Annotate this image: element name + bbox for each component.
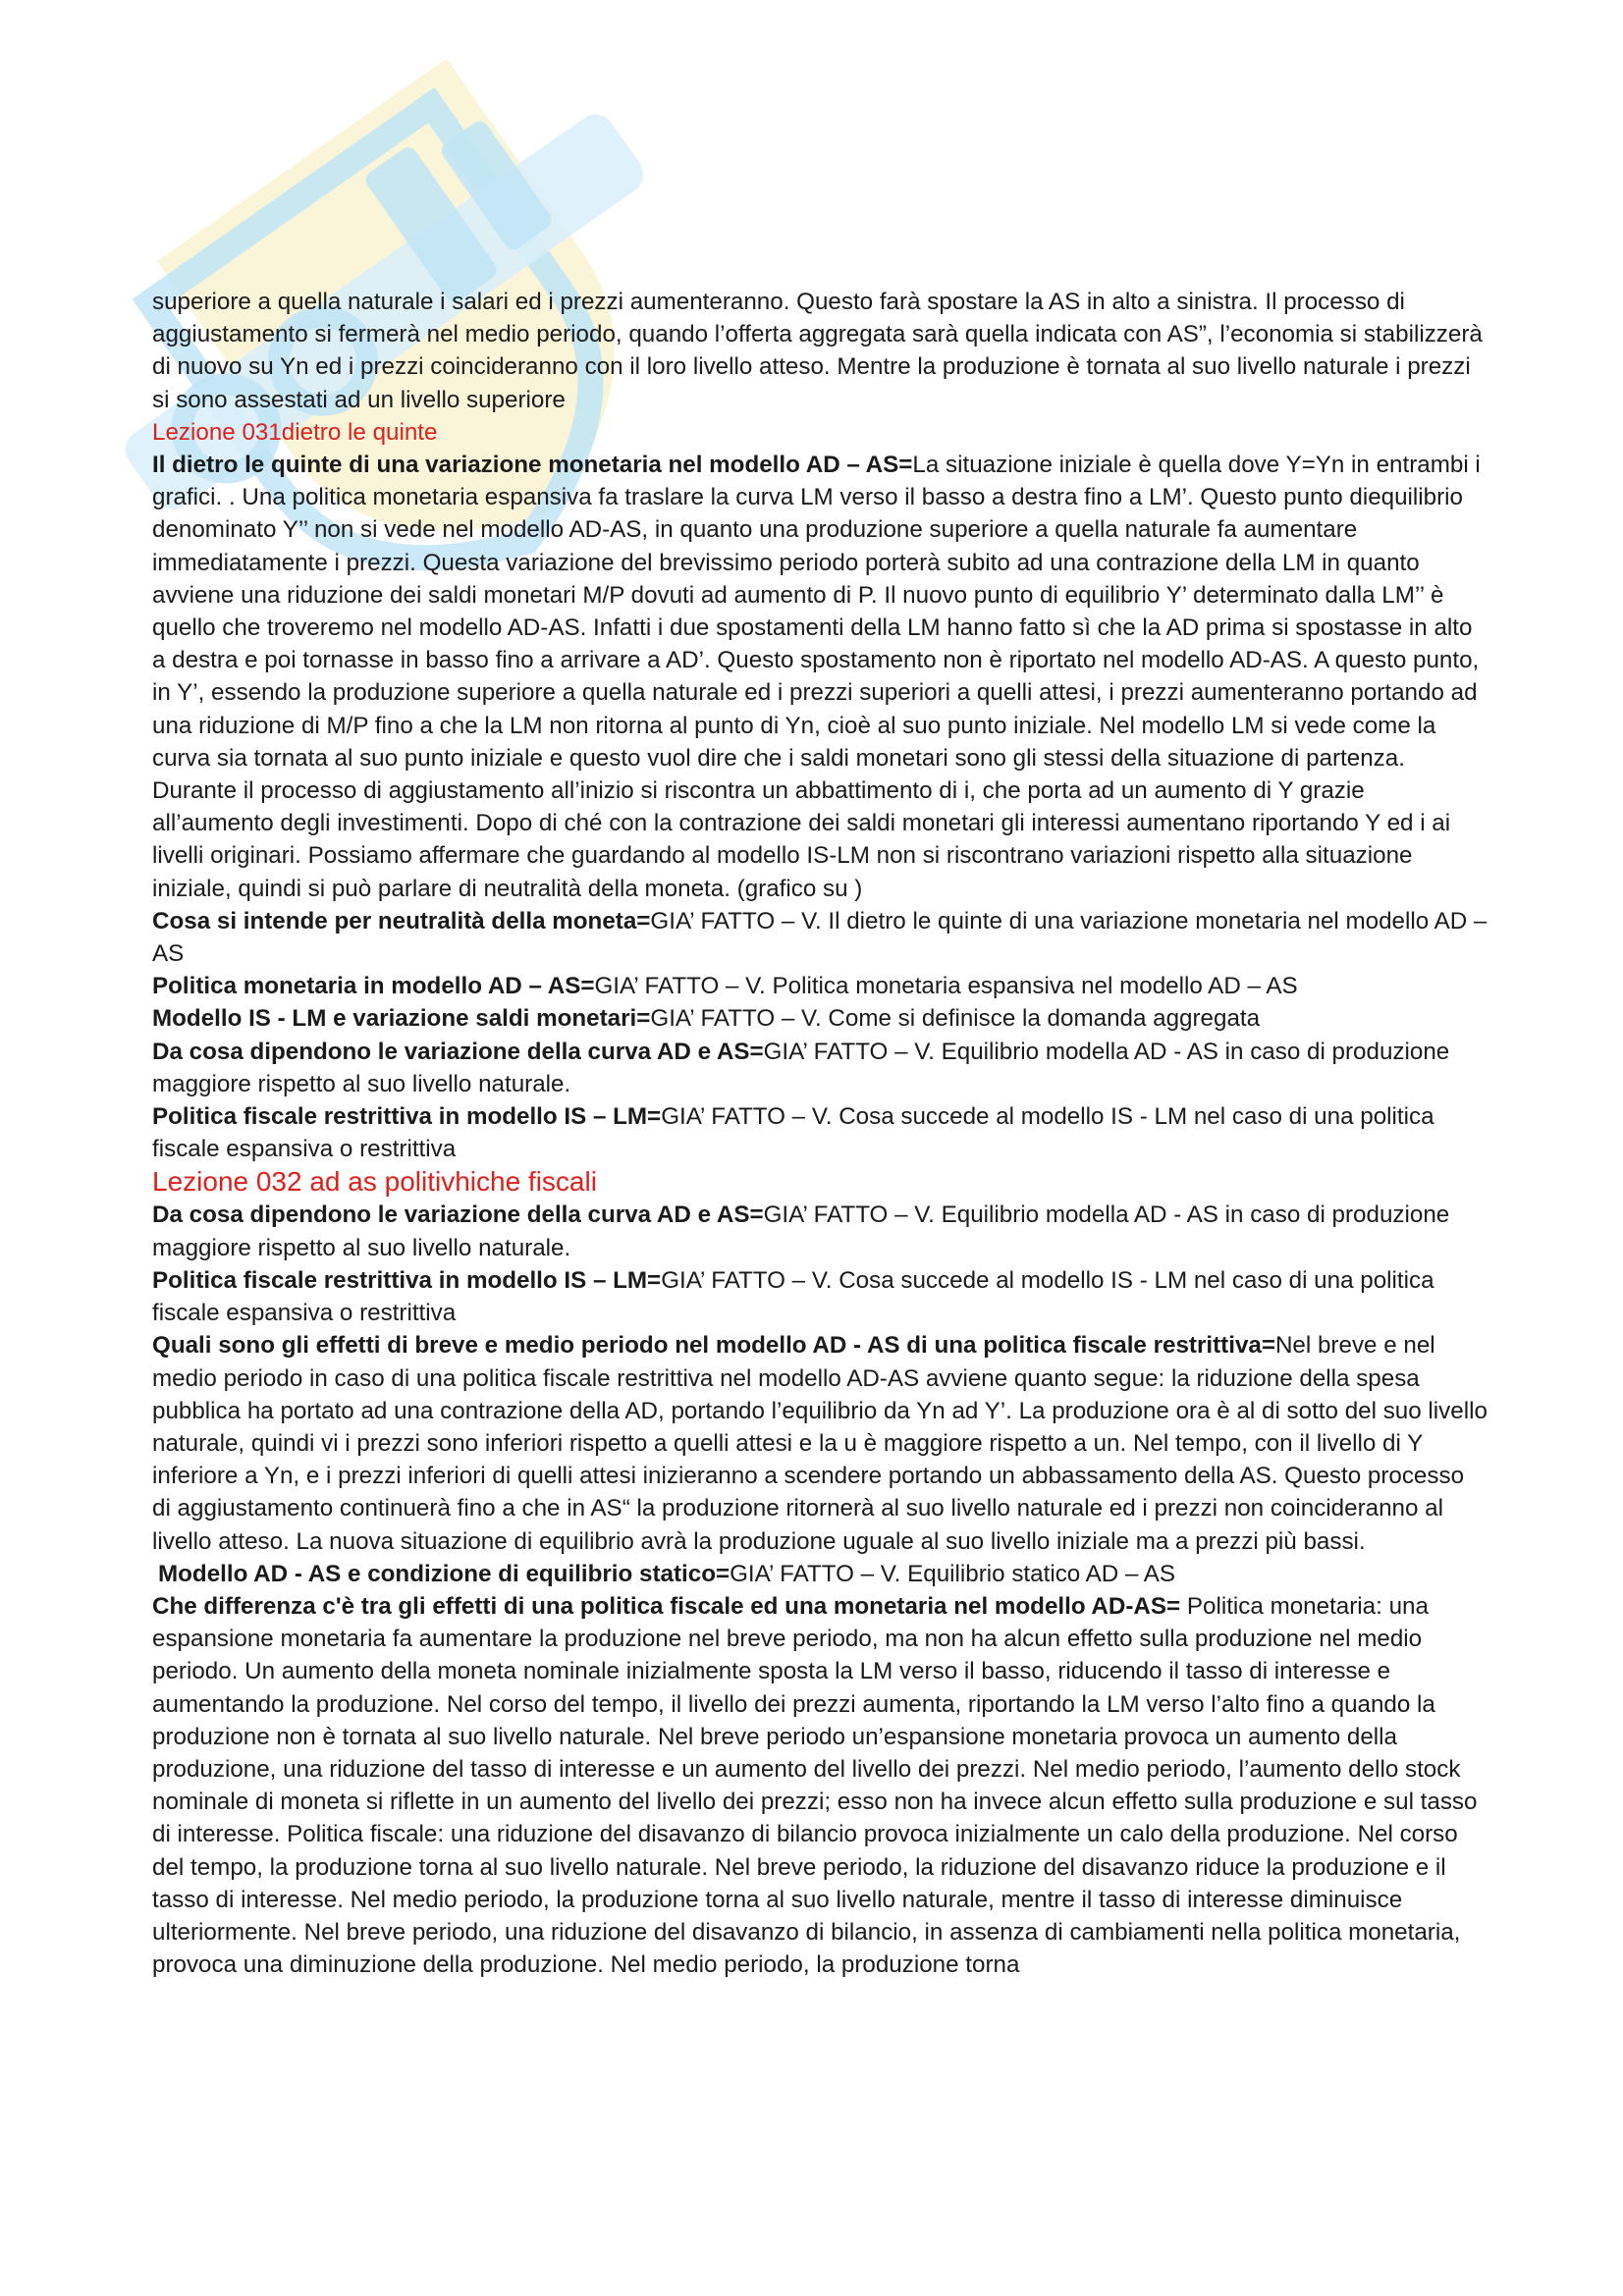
- qa-entry: [152, 1329, 1488, 1557]
- document-body: [152, 286, 1488, 1981]
- answer-text: GIA’ FATTO – V. Equilibrio statico AD – AS: [730, 1560, 1176, 1587]
- question-text: Modello AD - AS e condizione di equilibrio statico=: [158, 1560, 730, 1587]
- question-text: Politica fiscale restrittiva in modello IS – LM=: [152, 1103, 662, 1131]
- qa-entry: [152, 1199, 1488, 1263]
- question-text: Da cosa dipendono le variazione della curva AD e AS=: [152, 1201, 764, 1229]
- paragraph-intro: superiore a quella naturale i salari ed i prezzi aumenteranno. Questo farà spostare la AS in alto a sinistra. Il processo di aggiustamento si fermerà nel medio periodo, quando l’offerta aggregata sarà quella indicata con AS”, l’economia si stabilizzerà di nuovo su Yn ed i prezzi coincideranno con il loro livello atteso. Mentre la produzione è tornata al suo livello naturale i prezzi si sono assestati ad un livello superiore: [152, 289, 1483, 413]
- lesson-heading-032: Lezione 032 ad as politivhiche fiscali: [152, 1166, 597, 1198]
- question-text: Cosa si intende per neutralità della moneta=: [152, 907, 651, 934]
- question-text: Quali sono gli effetti di breve e medio periodo nel modello AD - AS di una politica fiscale restrittiva=: [152, 1332, 1275, 1360]
- question-text: Da cosa dipendono le variazione della curva AD e AS=: [152, 1038, 764, 1065]
- qa-entry: [152, 1002, 1488, 1035]
- question-text: Modello IS - LM e variazione saldi monetari=: [152, 1005, 651, 1033]
- lesson-heading-031: Lezione 031dietro le quinte: [152, 418, 438, 446]
- question-text: Politica monetaria in modello AD – AS=: [152, 973, 595, 1000]
- qa-entry: [152, 1590, 1488, 1981]
- qa-entry: [152, 449, 1488, 905]
- qa-entry: [152, 1558, 1488, 1590]
- answer-text: La situazione iniziale è quella dove Y=Yn in entrambi i grafici. . Una politica monetaria espansiva fa traslare la curva LM verso il basso a destra fino a LM’. Questo punto diequilibrio denominato Y’’ non si vede nel modello AD-AS, in quanto una produzione superiore a quella naturale fa aumentare immediatamente i prezzi. Questa variazione del brevissimo periodo porterà subito ad una contrazione della LM in quanto avviene una riduzione dei saldi monetari M/P dovuti ad aumento di P. Il nuovo punto di equilibrio Y’ determinato dalla LM’’ è quello che troveremo nel modello AD-AS. Infatti i due spostamenti della LM hanno fatto sì che la AD prima si spostasse in alto a destra e poi tornasse in basso fino a arrivare a AD’. Questo spostamento non è riportato nel modello AD-AS. A questo punto, in Y’, essendo la produzione superiore a quella naturale ed i prezzi superiori a quelli attesi, i prezzi aumenteranno portando ad una riduzione di M/P fino a che la LM non ritorna al punto di Yn, cioè al suo punto iniziale. Nel modello LM si vede come la curva sia tornata al suo punto iniziale e questo vuol dire che i saldi monetari sono gli stessi della situazione di partenza. Durante il processo di aggiustamento all’inizio si riscontra un abbattimento di i, che porta ad un aumento di Y grazie all’aumento degli investimenti. Dopo di ché con la contrazione dei saldi monetari gli interessi aumentano riportando Y ed i ai livelli originari. Possiamo affermare che guardando al modello IS-LM non si riscontrano variazioni rispetto alla situazione iniziale, quindi si può parlare di neutralità della moneta. (grafico su ): [152, 452, 1481, 902]
- qa-entry: [152, 1264, 1488, 1329]
- answer-text: Politica monetaria: una espansione monetaria fa aumentare la produzione nel breve periodo, ma non ha alcun effetto sulla produzione nel medio periodo. Un aumento della moneta nominale inizialmente sposta la LM verso il basso, riducendo il tasso di interesse e aumentando la produzione. Nel corso del tempo, il livello dei prezzi aumenta, riportando la LM verso l’alto fino a quando la produzione non è tornata al suo livello naturale. Nel breve periodo un’espansione monetaria provoca un aumento della produzione, una riduzione del tasso di interesse e un aumento del livello dei prezzi. Nel medio periodo, l’aumento dello stock nominale di moneta si riflette in un aumento del livello dei prezzi; esso non ha invece alcun effetto sulla produzione e sul tasso di interesse. Politica fiscale: una riduzione del disavanzo di bilancio provoca inizialmente un calo della produzione. Nel corso del tempo, la produzione torna al suo livello naturale. Nel breve periodo, la riduzione del disavanzo riduce la produzione e il tasso di interesse. Nel medio periodo, la produzione torna al suo livello naturale, mentre il tasso di interesse diminuisce ulteriormente. Nel breve periodo, una riduzione del disavanzo di bilancio, in assenza di cambiamenti nella politica monetaria, provoca una diminuzione della produzione. Nel medio periodo, la produzione torna: [152, 1592, 1478, 1979]
- answer-text: GIA’ FATTO – V. Cosa succede al modello IS - LM nel caso di una politica fiscale espansiva o restrittiva: [152, 1103, 1434, 1163]
- question-text: Il dietro le quinte di una variazione monetaria nel modello AD – AS=: [152, 452, 913, 479]
- answer-text: GIA’ FATTO – V. Cosa succede al modello IS - LM nel caso di una politica fiscale espansiva o restrittiva: [152, 1266, 1434, 1327]
- answer-text: GIA’ FATTO – V. Equilibrio modella AD - AS in caso di produzione maggiore rispetto al suo livello naturale.: [152, 1038, 1450, 1097]
- answer-text: Nel breve e nel medio periodo in caso di una politica fiscale restrittiva nel modello AD-AS avviene quanto segue: la riduzione della spesa pubblica ha portato ad una contrazione della AD, portando l’equilibrio da Yn ad Y’. La produzione ora è al di sotto del suo livello naturale, quindi vi i prezzi sono inferiori rispetto a quelli attesi e la u è maggiore rispetto a un. Nel tempo, con il livello di Y inferiore a Yn, e i prezzi inferiori di quelli attesi inizieranno a scendere portando un abbassamento della AS. Questo processo di aggiustamento continuerà fino a che in AS“ la produzione ritornerà al suo livello naturale ed i prezzi non coincideranno al livello atteso. La nuova situazione di equilibrio avrà la produzione uguale al suo livello iniziale ma a prezzi più bassi.: [152, 1332, 1488, 1555]
- question-text: Politica fiscale restrittiva in modello IS – LM=: [152, 1266, 662, 1294]
- qa-entry: [152, 970, 1488, 1002]
- qa-entry: [152, 905, 1488, 970]
- qa-entry: [152, 1100, 1488, 1165]
- answer-text: GIA’ FATTO – V. Come si definisce la domanda aggregata: [650, 1005, 1261, 1033]
- answer-text: GIA’ FATTO – V. Equilibrio modella AD - AS in caso di produzione maggiore rispetto al suo livello naturale.: [152, 1201, 1450, 1261]
- qa-entry: [152, 1036, 1488, 1100]
- answer-text: GIA’ FATTO – V. Il dietro le quinte di una variazione monetaria nel modello AD – AS: [152, 907, 1488, 968]
- answer-text: GIA’ FATTO – V. Politica monetaria espansiva nel modello AD – AS: [594, 973, 1298, 1000]
- question-text: Che differenza c'è tra gli effetti di una politica fiscale ed una monetaria nel modello AD-AS=: [152, 1592, 1181, 1620]
